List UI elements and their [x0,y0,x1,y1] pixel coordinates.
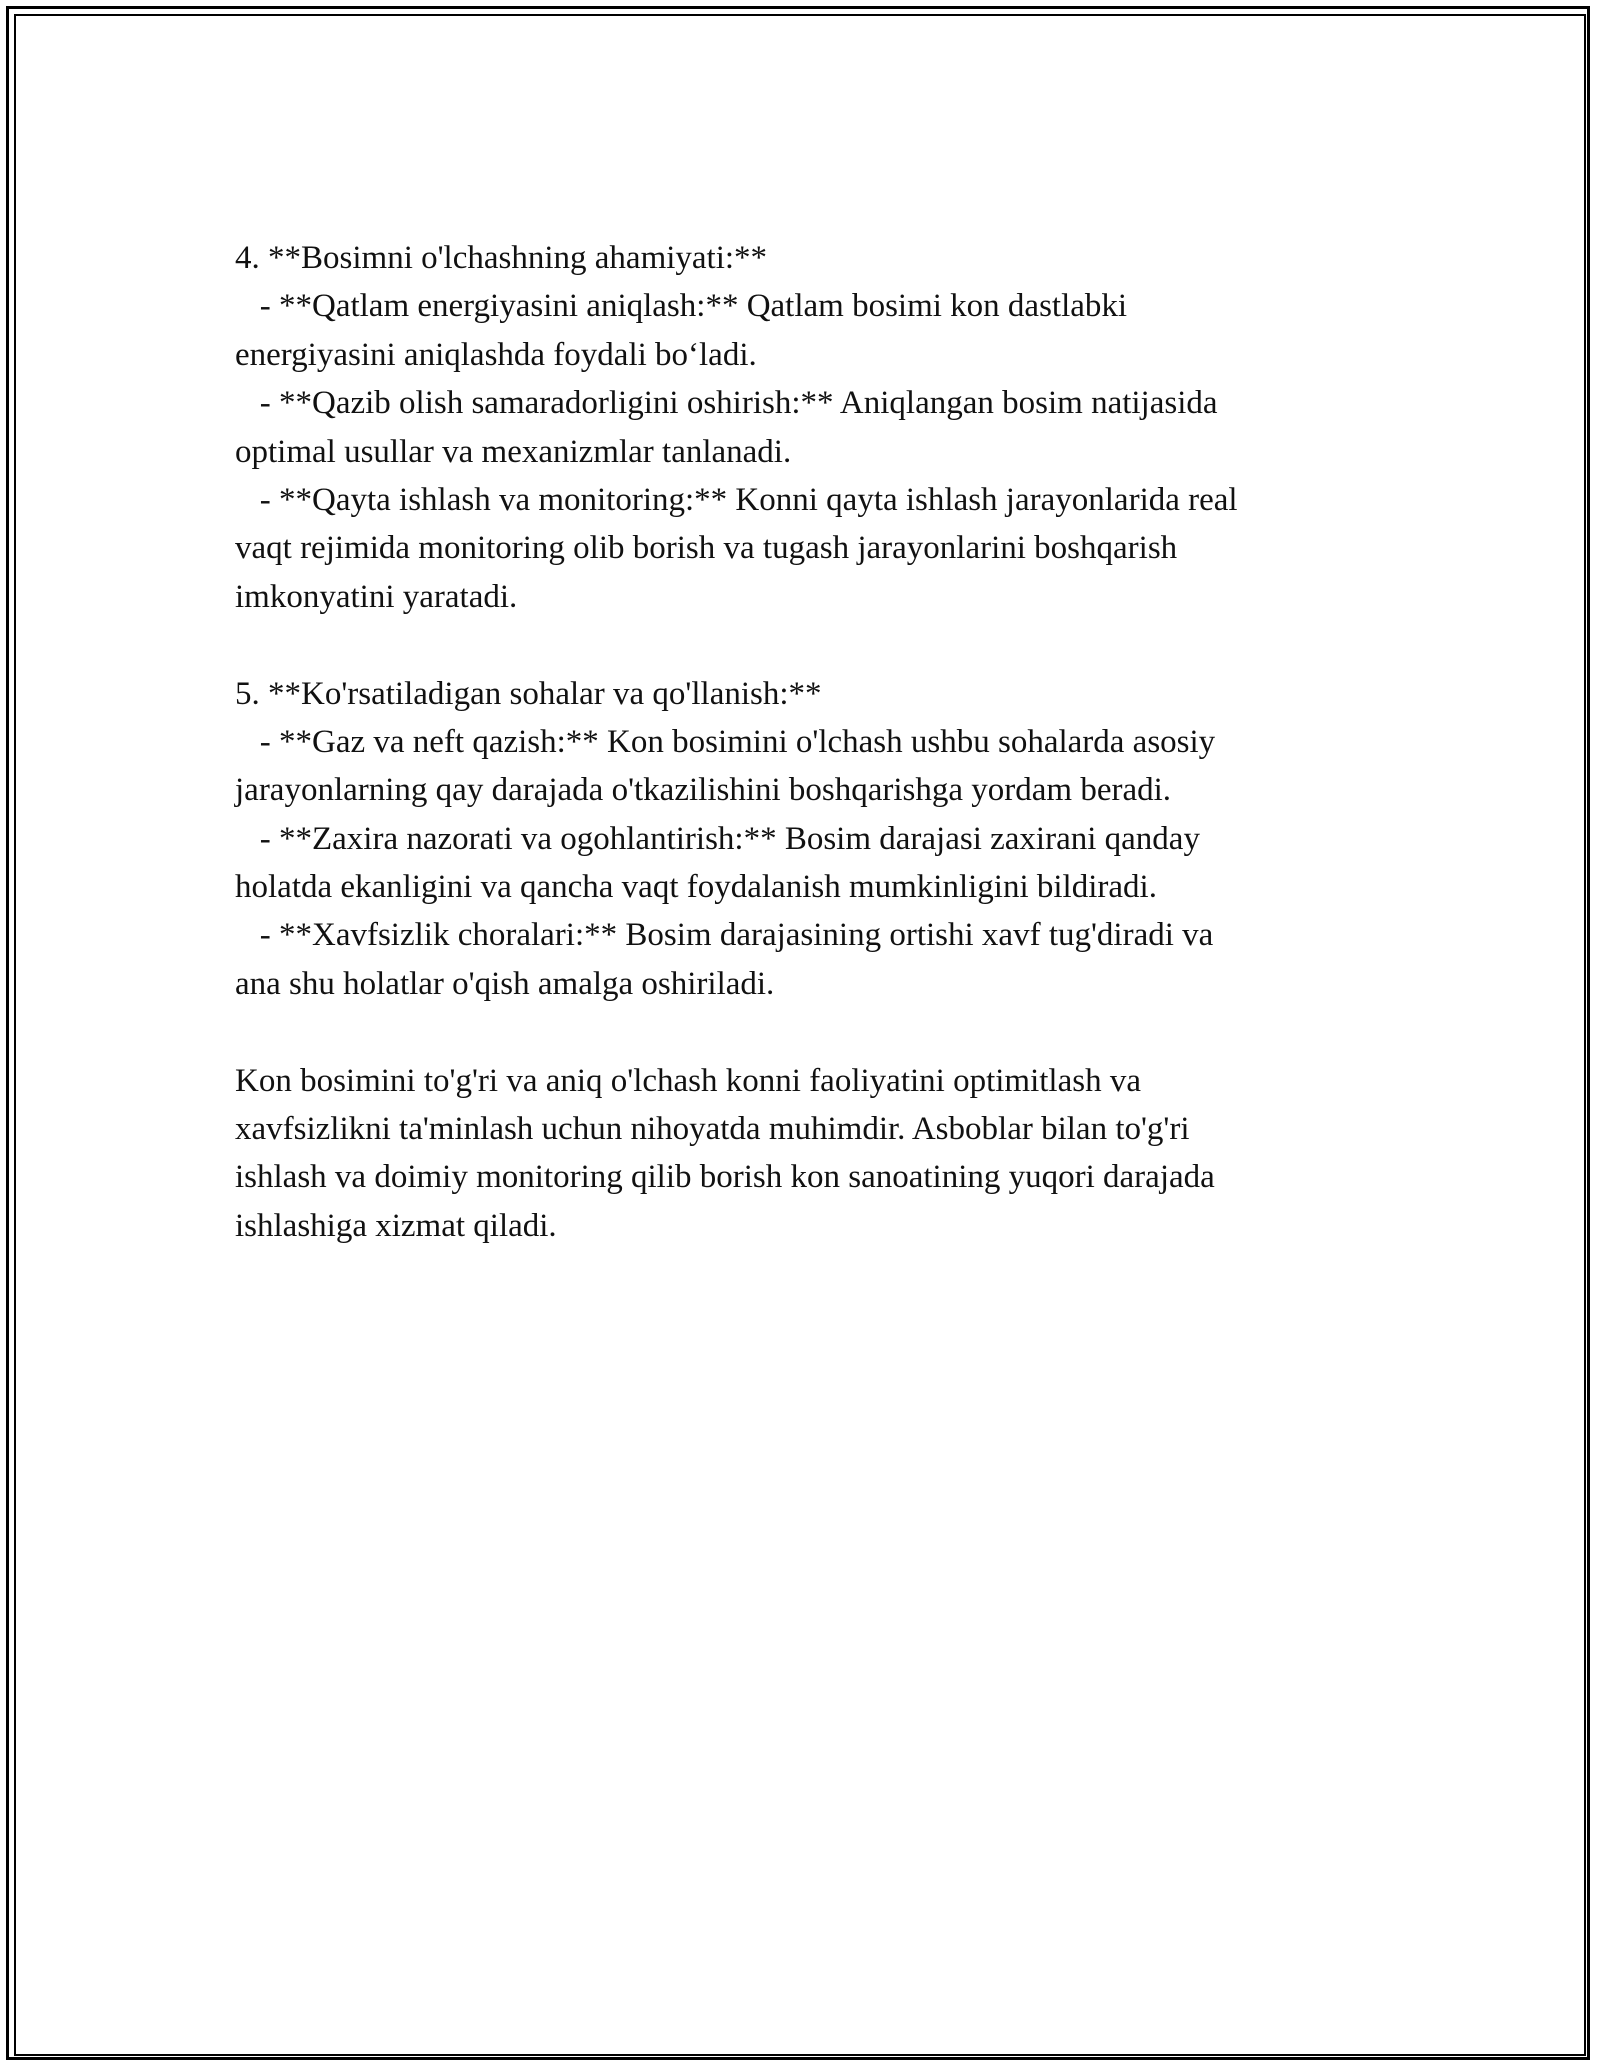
section-5-line: ana shu holatlar o'qish amalga oshiriladi. [235,965,775,1002]
section-4-line: imkonyatini yaratadi. [235,578,518,615]
section-4-line: energiyasini aniqlashda foydali bo‘ladi. [235,336,757,373]
section-4-line: - **Qatlam energiyasini aniqlash:** Qatlam bosimi kon dastlabki [235,288,1128,325]
document-body [235,234,1395,1250]
section-5-line: - **Xavfsizlik choralari:** Bosim darajasining ortishi xavf tug'diradi va [235,917,1214,954]
section-5 [235,670,1395,1009]
conclusion-line: xavfsizlikni ta'minlash uchun nihoyatda muhimdir. Asboblar bilan to'g'ri [235,1111,1190,1148]
conclusion-line: Kon bosimini to'g'ri va aniq o'lchash konni faoliyatini optimitlash va [235,1062,1141,1099]
section-4-heading: 4. **Bosimni o'lchashning ahamiyati:** [235,240,768,276]
conclusion-line: ishlash va doimiy monitoring qilib borish kon sanoatining yuqori darajada [235,1159,1215,1196]
paragraph-gap [235,621,1395,669]
section-5-heading: 5. **Ko'rsatiladigan sohalar va qo'llanish:** [235,675,822,712]
conclusion-line: ishlashiga xizmat qiladi. [235,1207,557,1244]
section-4-line: - **Qayta ishlash va monitoring:** Konni qayta ishlash jarayonlarida real [235,481,1238,518]
section-4-line: - **Qazib olish samaradorligini oshirish:** Aniqlangan bosim natijasida [235,385,1218,422]
paragraph-gap [235,1008,1395,1056]
section-5-line: holatda ekanligini va qancha vaqt foydalanish mumkinligini bildiradi. [235,869,1157,906]
section-4-line: vaqt rejimida monitoring olib borish va tugash jarayonlarini boshqarish [235,530,1178,567]
section-5-line: - **Zaxira nazorati va ogohlantirish:** Bosim darajasi zaxirani qanday [235,820,1200,857]
section-5-line: - **Gaz va neft qazish:** Kon bosimini o'lchash ushbu sohalarda asosiy [235,723,1216,760]
section-4 [235,234,1395,621]
section-5-line: jarayonlarning qay darajada o'tkazilishini boshqarishga yordam beradi. [235,772,1172,809]
conclusion-paragraph [235,1057,1395,1251]
section-4-line: optimal usullar va mexanizmlar tanlanadi. [235,433,792,470]
